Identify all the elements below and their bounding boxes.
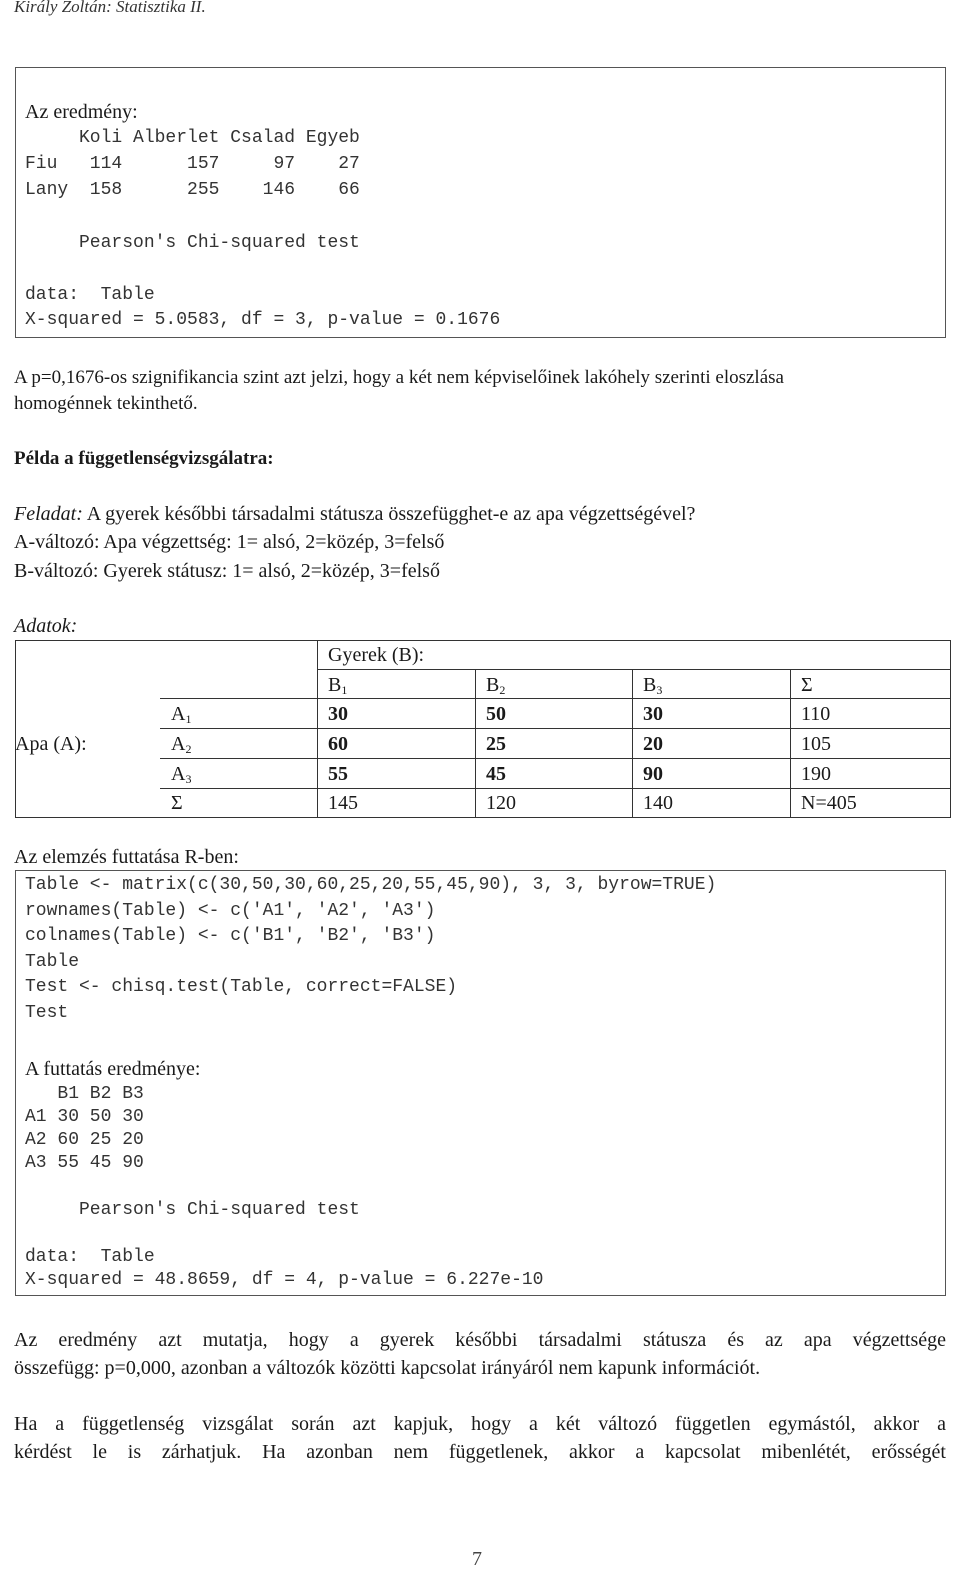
table-rule (15, 817, 951, 818)
row-total: 105 (801, 733, 831, 755)
column-header: $B_3$ (643, 674, 663, 697)
table-cell: 90 (643, 763, 663, 785)
column-total: 145 (328, 792, 358, 814)
output-line: data: Table (25, 285, 155, 305)
variable-b: B-változó: Gyerek státusz: 1= alsó, 2=közép, 3=felső (14, 560, 440, 582)
code-line: rownames(Table) <- c('A1', 'A2', 'A3') (25, 901, 436, 921)
table-rule (317, 669, 951, 670)
table-cell: 30 (328, 703, 348, 725)
row-header: $A_2$ (171, 733, 192, 756)
column-header-sum: Σ (801, 674, 813, 696)
output-line: A1 30 50 30 (25, 1107, 144, 1127)
column-group-label: Gyerek (B): (328, 644, 425, 666)
paragraph-line: homogénnek tekinthető. (14, 393, 198, 414)
output-line: Fiu 114 157 97 27 (25, 154, 360, 174)
table-rule (160, 758, 951, 759)
row-total: 110 (801, 703, 831, 725)
table-rule (160, 698, 951, 699)
table-rule (160, 728, 951, 729)
row-total: 190 (801, 763, 831, 785)
table-cell: 55 (328, 763, 348, 785)
r-code-box (15, 870, 946, 1296)
output-line: Koli Alberlet Csalad Egyeb (25, 128, 360, 148)
column-header: $B_2$ (486, 674, 506, 697)
r-output-box-1 (15, 67, 946, 338)
paragraph-line: Ha a függetlenség vizsgálat során azt kapjuk, hogy a két változó független egymástól, akkor a (14, 1413, 946, 1435)
code-line: Table (25, 952, 80, 972)
code-line: Table <- matrix(c(30,50,30,60,25,20,55,45,90), 3, 3, byrow=TRUE) (25, 875, 717, 895)
data-label: Adatok: (14, 615, 78, 637)
table-rule (632, 669, 633, 818)
column-total: 140 (643, 792, 673, 814)
output-line: A3 55 45 90 (25, 1153, 144, 1173)
section-title: Példa a függetlenségvizsgálatra: (14, 448, 274, 469)
row-header: $A_1$ (171, 703, 192, 726)
run-label: Az elemzés futtatása R-ben: (14, 846, 239, 868)
table-rule (160, 788, 951, 789)
column-total: 120 (486, 792, 516, 814)
output-line: X-squared = 5.0583, df = 3, p-value = 0.1676 (25, 310, 501, 330)
table-cell: 20 (643, 733, 663, 755)
output-line: Pearson's Chi-squared test (25, 1200, 360, 1220)
output-line: Pearson's Chi-squared test (25, 233, 360, 253)
output-line: X-squared = 48.8659, df = 4, p-value = 6.227e-10 (25, 1270, 544, 1290)
task-text: A gyerek későbbi társadalmi státusza összefügghet-e az apa végzettségével? (82, 503, 696, 525)
output-line: data: Table (25, 1247, 155, 1267)
table-rule (15, 640, 16, 818)
output-line: B1 B2 B3 (25, 1084, 144, 1104)
result-label: A futtatás eredménye: (25, 1058, 201, 1080)
table-cell: 60 (328, 733, 348, 755)
sum-row-label: Σ (171, 792, 183, 814)
table-cell: 25 (486, 733, 506, 755)
table-cell: 30 (643, 703, 663, 725)
code-line: Test (25, 1003, 69, 1023)
variable-a: A-változó: Apa végzettség: 1= alsó, 2=közép, 3=felső (14, 531, 445, 553)
page-number: 7 (472, 1548, 482, 1570)
output-line: A2 60 25 20 (25, 1130, 144, 1150)
paragraph-line: Az eredmény azt mutatja, hogy a gyerek későbbi társadalmi státusza és az apa végzettsége (14, 1329, 946, 1351)
table-cell: 50 (486, 703, 506, 725)
code-line: colnames(Table) <- c('B1', 'B2', 'B3') (25, 926, 436, 946)
row-header: $A_3$ (171, 763, 192, 786)
result-title: Az eredmény: (25, 101, 138, 123)
table-rule (790, 669, 791, 818)
output-line: Lany 158 255 146 66 (25, 180, 360, 200)
grand-total: N=405 (801, 792, 857, 814)
table-rule (15, 640, 951, 641)
paragraph-line: A p=0,1676-os szignifikancia szint azt jelzi, hogy a két nem képviselőinek lakóhely szerinti eloszlása (14, 367, 784, 388)
row-group-label: Apa (A): (15, 733, 87, 755)
table-cell: 45 (486, 763, 506, 785)
contingency-table (15, 640, 951, 818)
code-line: Test <- chisq.test(Table, correct=FALSE) (25, 977, 458, 997)
paragraph-line: összefügg: p=0,000, azonban a változók közötti kapcsolat irányáról nem kapunk információt. (14, 1357, 761, 1379)
running-header: Király Zoltán: Statisztika II. (14, 0, 206, 16)
table-rule (475, 669, 476, 818)
task-label: Feladat: (14, 503, 83, 525)
column-header: $B_1$ (328, 674, 348, 697)
task-line (14, 503, 695, 526)
paragraph-line: kérdést le is zárhatjuk. Ha azonban nem függetlenek, akkor a kapcsolat mibenlétét, erősségét (14, 1441, 946, 1463)
table-rule (317, 640, 318, 818)
table-rule (950, 640, 951, 818)
